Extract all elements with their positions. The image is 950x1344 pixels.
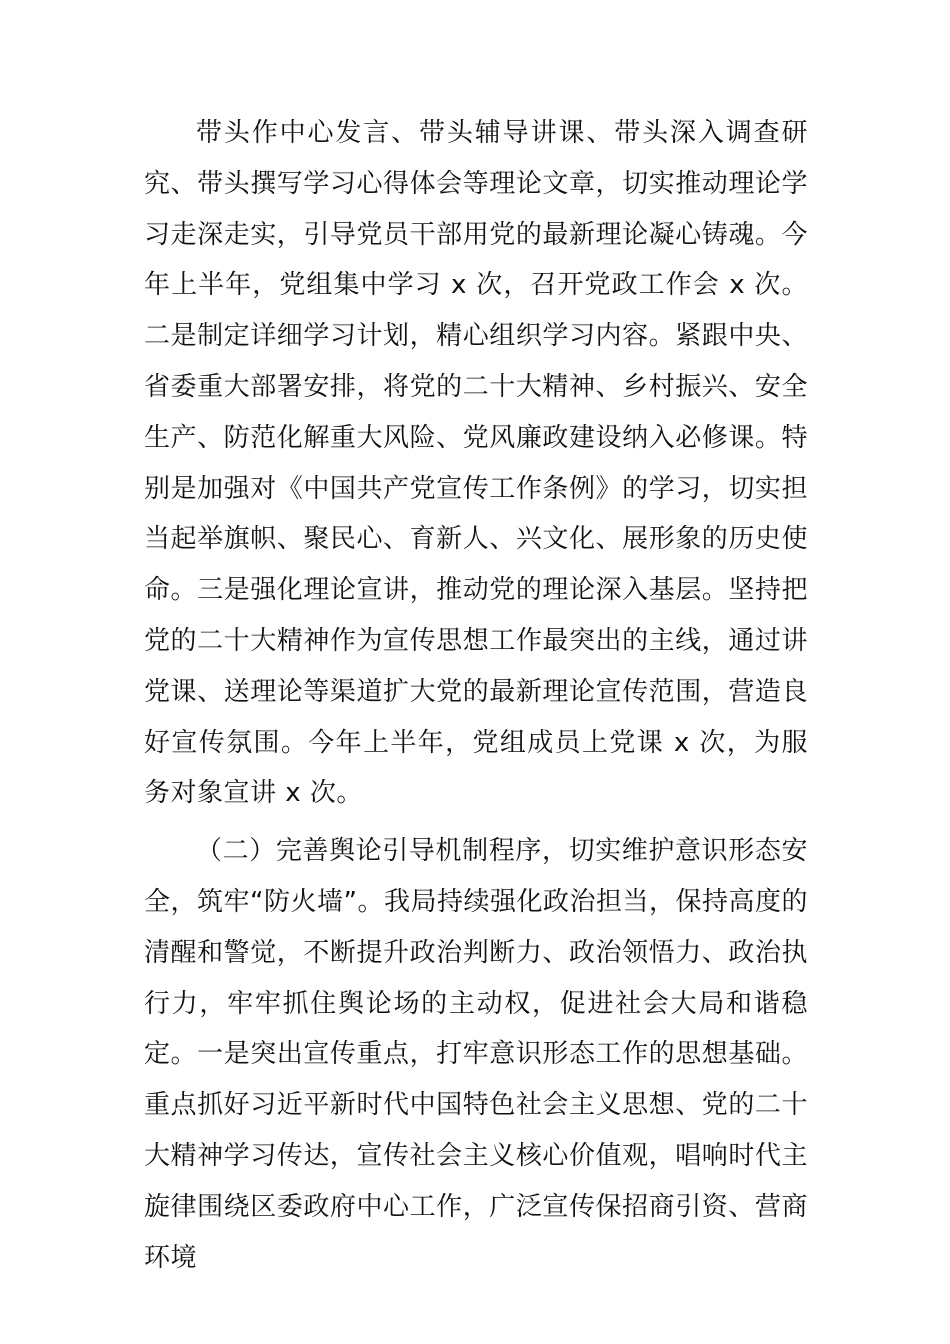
paragraph-theory-study: 带头作中心发言、带头辅导讲课、带头深入调查研究、带头撰写学习心得体会等理论文章，切实推动理论学习走深走实，引导党员干部用党的最新理论凝心铸魂。今年上半年，党组集中学习 x 次，召开党政工作会 x 次。二是制定详细学习计划，精心组织学习内容。紧跟中央、省委重大部署安排，将党的二十大精神、乡村振兴、安全生产、防范化解重大风险、党风廉政建设纳入必修课。特别是加强对《中国共产党宣传工作条例》的学习，切实担当起举旗帜、聚民心、育新人、兴文化、展形象的历史使命。三是强化理论宣讲，推动党的理论深入基层。坚持把党的二十大精神作为宣传思想工作最突出的主线，通过讲党课、送理论等渠道扩大党的最新理论宣传范围，营造良好宣传氛围。今年上半年，党组成员上党课 x 次，为服务对象宣讲 x 次。 [144,118,808,809]
paragraph-public-opinion: （二）完善舆论引导机制程序，切实维护意识形态安全，筑牢“防火墙”。我局持续强化政治担当，保持高度的清醒和警觉，不断提升政治判断力、政治领悟力、政治执行力，牢牢抓住舆论场的主动权，促进社会大局和谐稳定。一是突出宣传重点，打牢意识形态工作的思想基础。重点抓好习近平新时代中国特色社会主义思想、党的二十大精神学习传达，宣传社会主义核心价值观，唱响时代主旋律围绕区委政府中心工作，广泛宣传保招商引资、营商环境 [144,836,808,1273]
document-body [144,108,808,1283]
